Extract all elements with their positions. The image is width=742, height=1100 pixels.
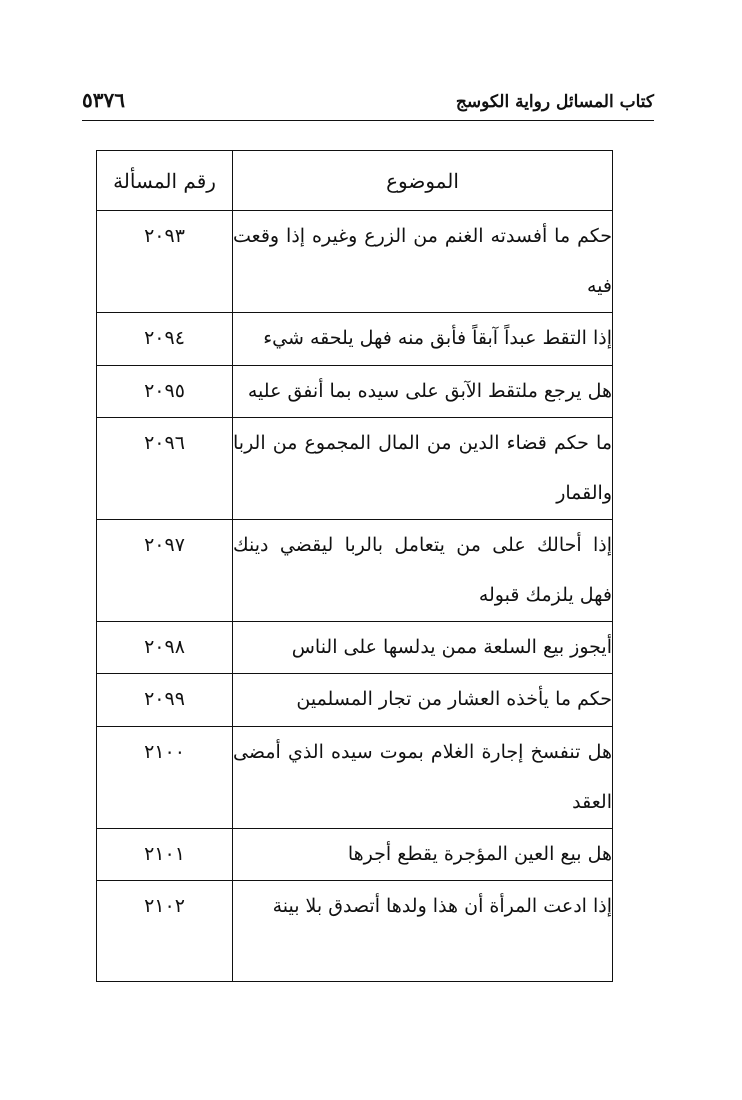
issue-number: ٢١٠١ bbox=[97, 829, 233, 881]
issue-number: ٢١٠٠ bbox=[97, 727, 233, 829]
issues-table bbox=[96, 150, 613, 982]
issue-number: ٢٠٩٨ bbox=[97, 622, 233, 674]
issue-subject: هل يرجع ملتقط الآبق على سيده بما أنفق عليه bbox=[233, 366, 613, 418]
issue-number: ٢٠٩٦ bbox=[97, 418, 233, 520]
issue-subject: ما حكم قضاء الدين من المال المجموع من الربا والقمار bbox=[233, 418, 613, 520]
issue-number: ٢١٠٢ bbox=[97, 881, 233, 982]
table-row bbox=[97, 829, 613, 881]
table-row bbox=[97, 520, 613, 622]
book-title: كتاب المسائل رواية الكوسج bbox=[455, 92, 654, 112]
table-row bbox=[97, 418, 613, 520]
issue-number: ٢٠٩٥ bbox=[97, 366, 233, 418]
table-row bbox=[97, 674, 613, 727]
issue-subject: إذا ادعت المرأة أن هذا ولدها أتصدق بلا بينة bbox=[233, 881, 613, 982]
issue-subject: حكم ما يأخذه العشار من تجار المسلمين bbox=[233, 674, 613, 727]
running-head bbox=[82, 88, 654, 112]
table-row bbox=[97, 313, 613, 366]
table-row bbox=[97, 622, 613, 674]
issue-subject: حكم ما أفسدته الغنم من الزرع وغيره إذا وقعت فيه bbox=[233, 211, 613, 313]
issue-subject: إذا التقط عبداً آبقاً فأبق منه فهل يلحقه شيء bbox=[233, 313, 613, 366]
issue-number: ٢٠٩٣ bbox=[97, 211, 233, 313]
column-header-number: رقم المسألة bbox=[97, 151, 233, 211]
table-row bbox=[97, 366, 613, 418]
issue-number: ٢٠٩٤ bbox=[97, 313, 233, 366]
column-header-subject: الموضوع bbox=[233, 151, 613, 211]
page-number: ٥٣٧٦ bbox=[82, 88, 125, 112]
header-rule bbox=[82, 120, 654, 121]
issue-subject: هل بيع العين المؤجرة يقطع أجرها bbox=[233, 829, 613, 881]
table-row bbox=[97, 211, 613, 313]
table-header-row bbox=[97, 151, 613, 211]
issue-subject: أيجوز بيع السلعة ممن يدلسها على الناس bbox=[233, 622, 613, 674]
table-row bbox=[97, 727, 613, 829]
table-row bbox=[97, 881, 613, 982]
issue-subject: هل تنفسخ إجارة الغلام بموت سيده الذي أمضى العقد bbox=[233, 727, 613, 829]
issue-number: ٢٠٩٩ bbox=[97, 674, 233, 727]
issue-subject: إذا أحالك على من يتعامل بالربا ليقضي دينك فهل يلزمك قبوله bbox=[233, 520, 613, 622]
issue-number: ٢٠٩٧ bbox=[97, 520, 233, 622]
